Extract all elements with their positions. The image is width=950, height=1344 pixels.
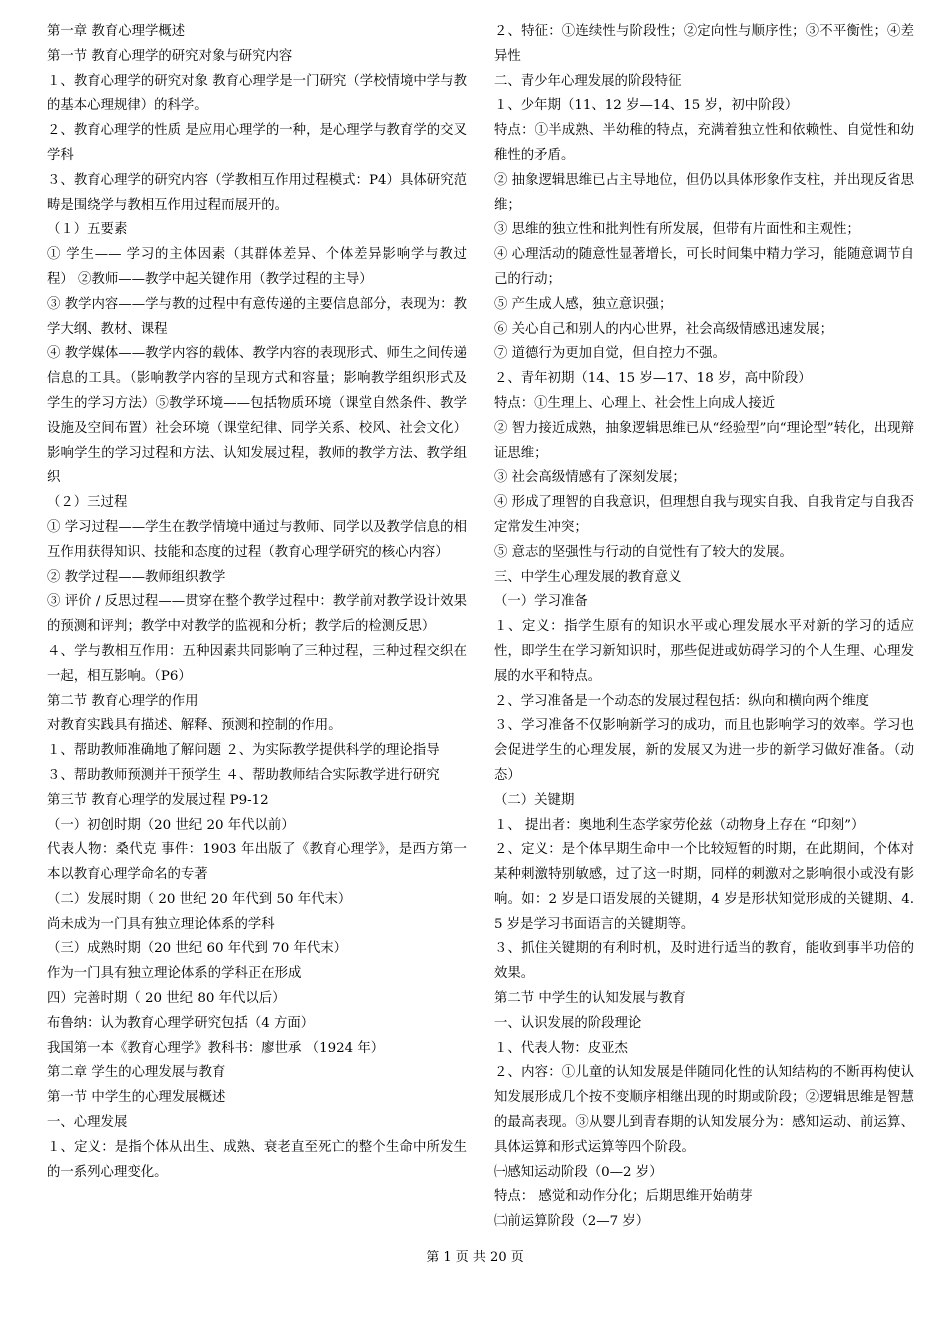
paragraph: ③ 教学内容——学与教的过程中有意传递的主要信息部分，表现为：教学大纲、教材、课程 (47, 296, 467, 337)
paragraph: （１）五要素 (47, 222, 128, 238)
left-column (47, 20, 467, 1185)
paragraph: （二）关键期 (494, 792, 575, 808)
paragraph: 第二节 教育心理学的作用 (47, 693, 199, 709)
paragraph: 尚未成为一门具有独立理论体系的学科 (47, 916, 275, 932)
paragraph: １、帮助教师准确地了解问题 ２、为实际教学提供科学的理论指导 (47, 743, 440, 759)
paragraph: ① 学生—— 学习的主体因素（其群体差异、个体差异影响学与教过程） ②教师——教学中起关键作用（教学过程的主导） (47, 247, 467, 287)
paragraph: 第三节 教育心理学的发展过程 P9-12 (47, 792, 269, 808)
paragraph: （一）初创时期（20 世纪 20 年代以前） (47, 817, 295, 833)
paragraph: ⑤ 产生成人感，独立意识强； (494, 296, 673, 312)
paragraph: ３、教育心理学的研究内容（学教相互作用过程模式：P4）具体研究范畴是围绕学与教相互作用过程而展开的。 (47, 172, 467, 213)
paragraph: ④ 心理活动的随意性显著增长，可长时间集中精力学习，能随意调节自己的行动； (494, 247, 914, 287)
paragraph: ⑤ 意志的坚强性与行动的自觉性有了较大的发展。 (494, 544, 793, 560)
paragraph: 特点： 感觉和动作分化；后期思维开始萌芽 (494, 1189, 753, 1205)
paragraph: （三）成熟时期（20 世纪 60 年代到 70 年代末） (47, 941, 348, 957)
paragraph: 我国第一本《教育心理学》教科书：廖世承 （1924 年） (47, 1040, 385, 1056)
right-column (494, 20, 914, 1235)
paragraph: １、定义：指学生原有的知识水平或心理发展水平对新的学习的适应性，即学生在学习新知识时，那些促进或妨碍学习的个人生理、心理发展的水平和特点。 (494, 619, 914, 684)
paragraph: （２）三过程 (47, 495, 128, 511)
paragraph: ２、青年初期（14、15 岁—17、18 岁，高中阶段） (494, 371, 812, 387)
paragraph: ２、学习准备是一个动态的发展过程包括：纵向和横向两个维度 (494, 693, 869, 709)
paragraph: 三、中学生心理发展的教育意义 (494, 569, 682, 585)
paragraph: 一、认识发展的阶段理论 (494, 1015, 642, 1031)
paragraph: ③ 社会高级情感有了深刻发展； (494, 470, 686, 486)
paragraph: （二）发展时期（ 20 世纪 20 年代到 50 年代末） (47, 891, 352, 907)
paragraph: 二、青少年心理发展的阶段特征 (494, 73, 682, 89)
paragraph: ② 智力接近成熟，抽象逻辑思维已从“经验型”向“理论型”转化，出现辩证思维； (494, 420, 914, 461)
paragraph: ３、学习准备不仅影响新学习的成功，而且也影响学习的效率。学习也会促进学生的心理发展，新的发展又为进一步的新学习做好准备。（动态） (494, 718, 914, 783)
paragraph: 四）完善时期（ 20 世纪 80 年代以后） (47, 991, 286, 1007)
paragraph: ㈡前运算阶段（2—7 岁） (494, 1214, 650, 1230)
paragraph: ２、内容：①儿童的认知发展是伴随同化性的认知结构的不断再构使认知发展形成几个按不变顺序相继出现的时期或阶段；②逻辑思维是智慧的最高表现。③从婴儿到青春期的认知发展分为：感知运动、前运算、具体运算和形式运算等四个阶段。 (494, 1065, 914, 1155)
paragraph: ⑥ 关心自己和别人的内心世界，社会高级情感迅速发展； (494, 321, 834, 337)
paragraph: 第一章 教育心理学概述 (47, 24, 186, 39)
paragraph: ２、特征：①连续性与阶段性；②定向性与顺序性；③不平衡性；④差异性 (494, 24, 914, 64)
paragraph: ３、帮助教师预测并干预学生 ４、帮助教师结合实际教学进行研究 (47, 767, 440, 783)
paragraph: ① 学习过程——学生在教学情境中通过与教师、同学以及教学信息的相互作用获得知识、技能和态度的过程（教育心理学研究的核心内容） (47, 519, 467, 560)
paragraph: 作为一门具有独立理论体系的学科正在形成 (47, 966, 302, 982)
paragraph: 布鲁纳：认为教育心理学研究包括（4 方面） (47, 1015, 315, 1031)
paragraph: １、少年期（11、12 岁—14、15 岁，初中阶段） (494, 98, 799, 114)
paragraph: 特点：①半成熟、半幼稚的特点，充满着独立性和依赖性、自觉性和幼稚性的矛盾。 (494, 123, 914, 163)
paragraph: ３、抓住关键期的有利时机，及时进行适当的教育，能收到事半功倍的效果。 (494, 941, 914, 982)
paragraph: １、教育心理学的研究对象 教育心理学是一门研究（学校情境中学与教的基本心理规律）的科学。 (47, 73, 467, 114)
paragraph: （一）学习准备 (494, 594, 588, 610)
paragraph: ② 教学过程——教师组织教学 (47, 569, 226, 585)
paragraph: 第二章 学生的心理发展与教育 (47, 1065, 226, 1081)
paragraph: １、 提出者：奥地利生态学家劳伦兹（动物身上存在 “印刻”） (494, 817, 865, 833)
paragraph: ⑦ 道德行为更加自觉，但自控力不强。 (494, 346, 726, 362)
paragraph: 代表人物：桑代克 事件：1903 年出版了《教育心理学》，是西方第一本以教育心理学命名的专著 (47, 842, 467, 883)
page-number-footer: 第 1 页 共 20 页 (426, 1250, 524, 1265)
paragraph: ③ 评价 / 反思过程——贯穿在整个教学过程中：教学前对教学设计效果的预测和评判；教学中对教学的监视和分析；教学后的检测反思） (47, 594, 467, 635)
paragraph: １、定义：是指个体从出生、成熟、衰老直至死亡的整个生命中所发生的一系列心理变化。 (47, 1139, 467, 1180)
paragraph: １、代表人物：皮亚杰 (494, 1040, 628, 1056)
paragraph: ２、教育心理学的性质 是应用心理学的一种，是心理学与教育学的交叉学科 (47, 123, 467, 163)
paragraph: ② 抽象逻辑思维已占主导地位，但仍以具体形象作支柱，并出现反省思维； (494, 172, 914, 213)
paragraph: ㈠感知运动阶段（0—2 岁） (494, 1164, 663, 1180)
paragraph: 第二节 中学生的认知发展与教育 (494, 991, 686, 1007)
paragraph: ２、定义：是个体早期生命中一个比较短暂的时期，在此期间，个体对某种刺激特别敏感，过了这一时期，同样的刺激对之影响很小或没有影响。如：2 岁是口语发展的关键期，4 岁是形状知觉形成的关键期、4.5 岁是学习书面语言的关键期等。 (494, 842, 914, 932)
paragraph: ４、学与教相互作用：五种因素共同影响了三种过程，三种过程交织在一起，相互影响。（P6） (47, 643, 467, 684)
paragraph: ④ 形成了理智的自我意识，但理想自我与现实自我、自我肯定与自我否定常发生冲突； (494, 495, 914, 535)
paragraph: 对教育实践具有描述、解释、预测和控制的作用。 (47, 718, 342, 734)
paragraph: ④ 教学媒体——教学内容的载体、教学内容的表现形式、师生之间传递信息的工具。（影响教学内容的呈现方式和容量；影响教学组织形式及学生的学习方法）⑤教学环境——包括物质环境（课堂自然条件、教学设施及空间布置）社会环境（课堂纪律、同学关系、校风、社会文化）影响学生的学习过程和方法、认知发展过程，教师的教学方法、教学组织 (47, 346, 467, 486)
paragraph: 特点：①生理上、心理上、社会性上向成人接近 (494, 395, 776, 411)
paragraph: ③ 思维的独立性和批判性有所发展，但带有片面性和主观性； (494, 222, 860, 238)
paragraph: 第一节 中学生的心理发展概述 (47, 1090, 226, 1106)
paragraph: 第一节 教育心理学的研究对象与研究内容 (47, 48, 293, 64)
paragraph: 一、心理发展 (47, 1115, 128, 1131)
